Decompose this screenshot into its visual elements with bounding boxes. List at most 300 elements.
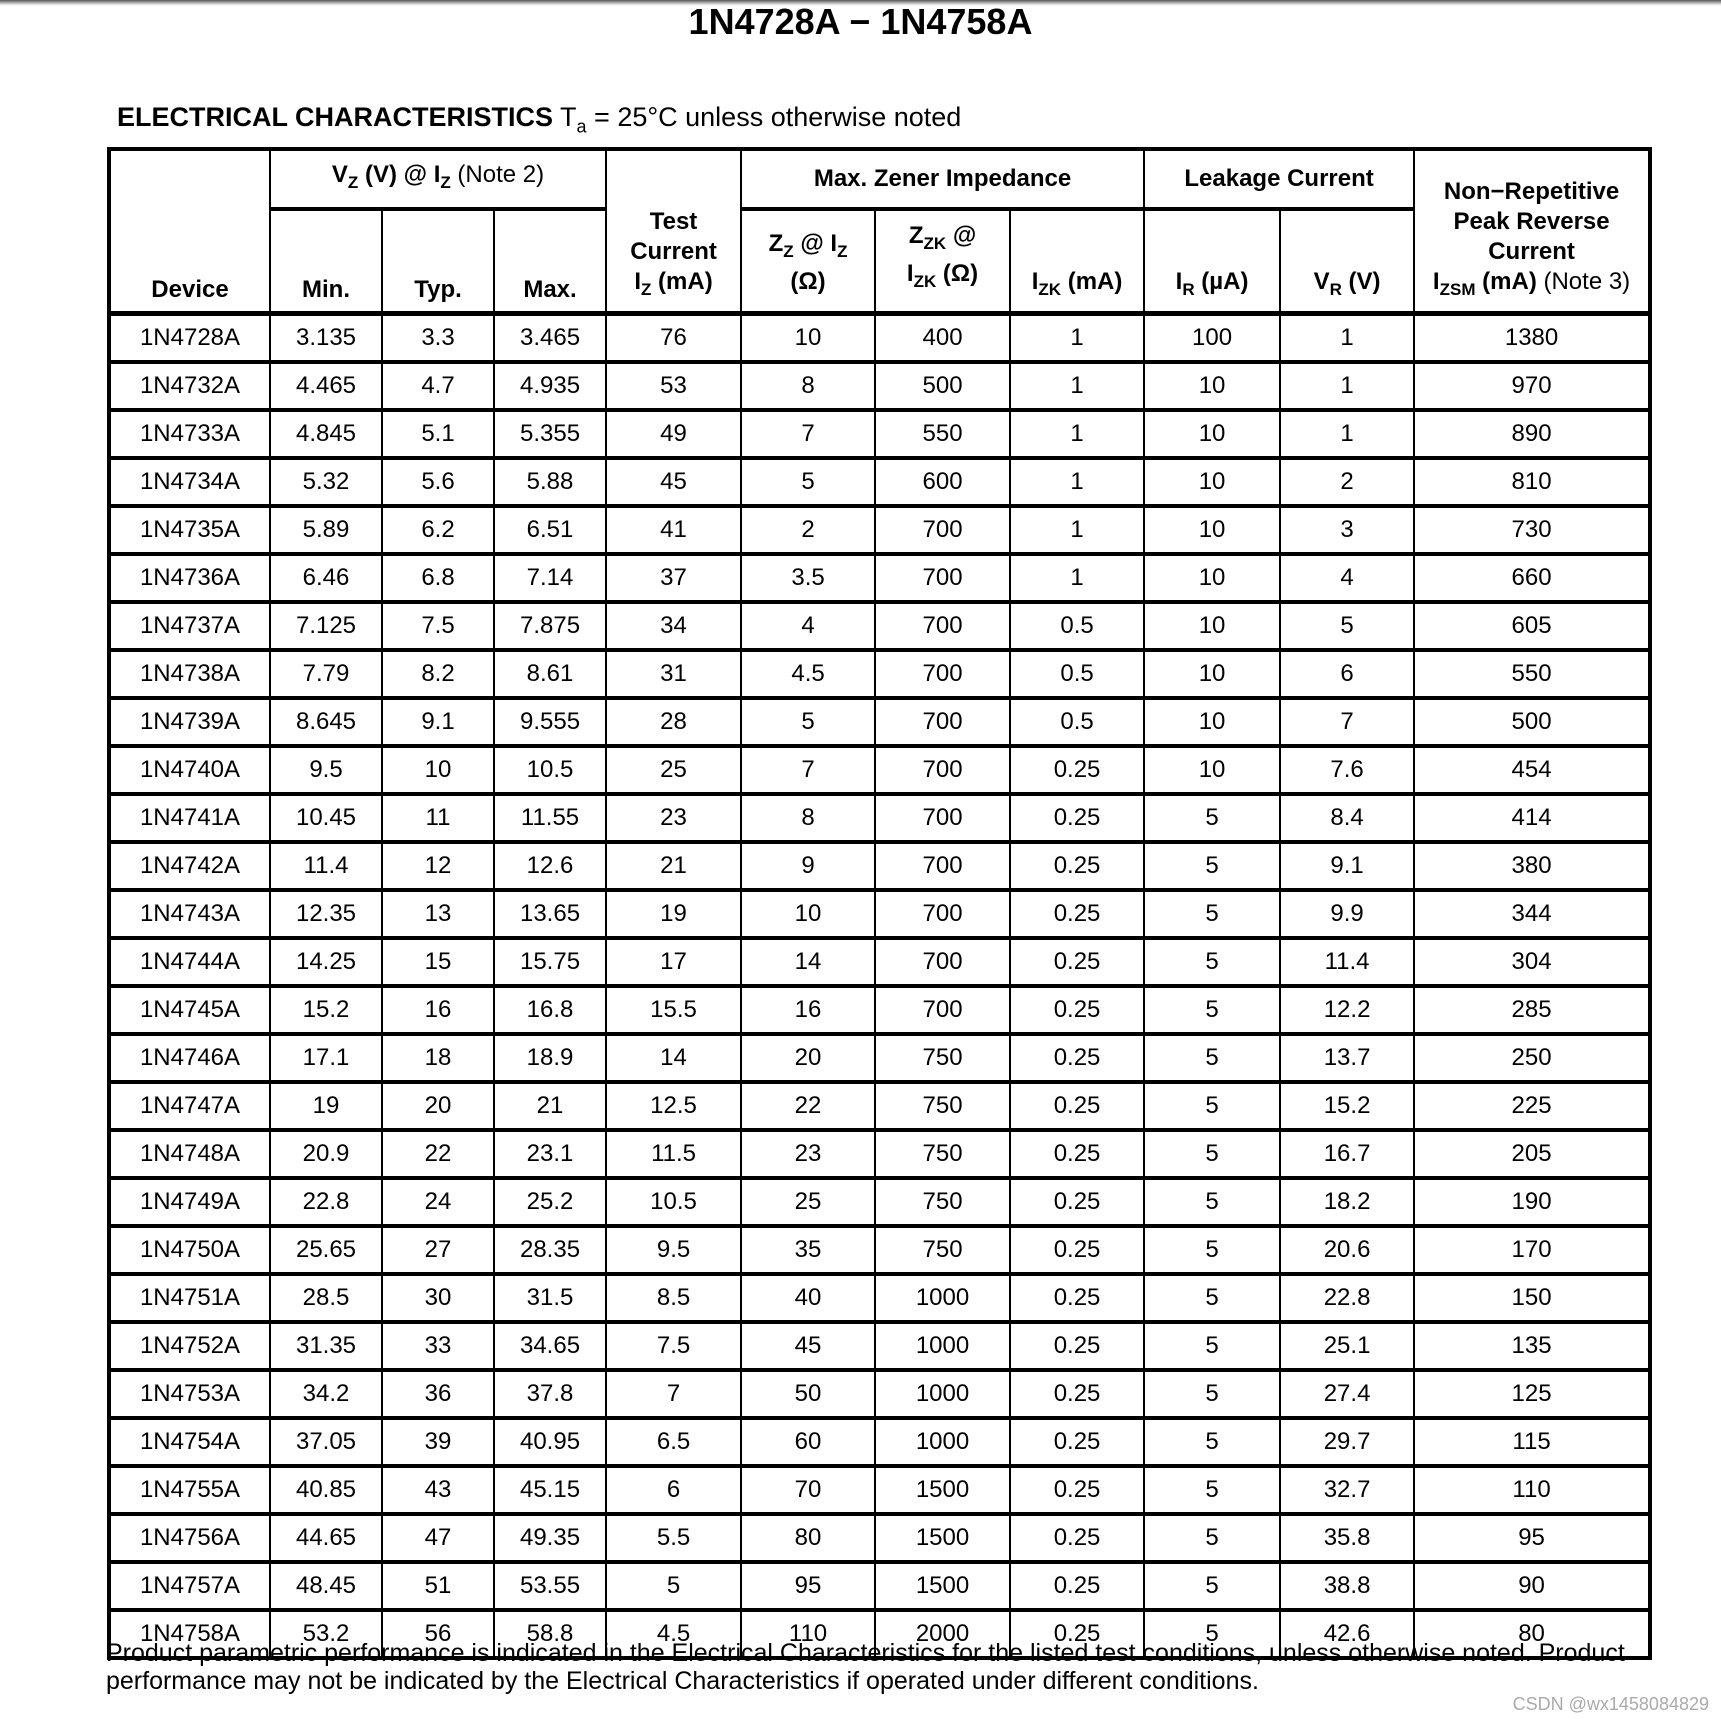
cell-zzk: 500 (875, 362, 1010, 410)
cell-zzk: 600 (875, 458, 1010, 506)
cell-device: 1N4755A (109, 1466, 270, 1514)
header-min: Min. (270, 209, 382, 314)
cell-max: 21 (494, 1082, 606, 1130)
table-row (109, 458, 1650, 506)
cell-min: 3.135 (270, 314, 382, 363)
cell-min: 12.35 (270, 890, 382, 938)
watermark: CSDN @wx1458084829 (1512, 1694, 1709, 1714)
section-heading (117, 102, 961, 137)
cell-min: 44.65 (270, 1514, 382, 1562)
header-zzk: $Z_{ZK}$ @ $I_{ZK}$ (Ω) (875, 209, 1010, 314)
cell-vr: 32.7 (1280, 1466, 1414, 1514)
cell-iz: 14 (606, 1034, 741, 1082)
cell-device: 1N4747A (109, 1082, 270, 1130)
cell-device: 1N4733A (109, 410, 270, 458)
cell-iz: 28 (606, 698, 741, 746)
cell-min: 17.1 (270, 1034, 382, 1082)
cell-izk: 0.25 (1010, 1370, 1144, 1418)
cell-min: 4.465 (270, 362, 382, 410)
cell-zz: 70 (741, 1466, 875, 1514)
cell-zzk: 1500 (875, 1562, 1010, 1610)
cell-izsm: 660 (1414, 554, 1650, 602)
cell-min: 7.125 (270, 602, 382, 650)
cell-zz: 4.5 (741, 650, 875, 698)
table-row (109, 842, 1650, 890)
cell-typ: 8.2 (382, 650, 494, 698)
cell-typ: 20 (382, 1082, 494, 1130)
cell-min: 5.32 (270, 458, 382, 506)
cell-typ: 4.7 (382, 362, 494, 410)
table-row (109, 1370, 1650, 1418)
cell-iz: 10.5 (606, 1178, 741, 1226)
cell-ir: 10 (1144, 602, 1280, 650)
cell-min: 10.45 (270, 794, 382, 842)
cell-ir: 5 (1144, 1322, 1280, 1370)
cell-vr: 4 (1280, 554, 1414, 602)
cell-vr: 6 (1280, 650, 1414, 698)
cell-max: 7.875 (494, 602, 606, 650)
cell-izk: 0.5 (1010, 650, 1144, 698)
cell-zzk: 1500 (875, 1466, 1010, 1514)
cell-typ: 10 (382, 746, 494, 794)
cell-vr: 42.6 (1280, 1610, 1414, 1658)
cell-ir: 5 (1144, 1610, 1280, 1658)
table-row (109, 410, 1650, 458)
cell-ir: 10 (1144, 746, 1280, 794)
cell-ir: 5 (1144, 938, 1280, 986)
cell-ir: 5 (1144, 794, 1280, 842)
cell-iz: 53 (606, 362, 741, 410)
cell-zz: 7 (741, 410, 875, 458)
cell-izsm: 250 (1414, 1034, 1650, 1082)
header-max: Max. (494, 209, 606, 314)
cell-typ: 3.3 (382, 314, 494, 363)
cell-izk: 0.25 (1010, 1514, 1144, 1562)
cell-max: 25.2 (494, 1178, 606, 1226)
cell-izsm: 730 (1414, 506, 1650, 554)
cell-typ: 47 (382, 1514, 494, 1562)
cell-typ: 33 (382, 1322, 494, 1370)
cell-zz: 10 (741, 890, 875, 938)
header-leakage-current-group: Leakage Current (1144, 149, 1414, 209)
cell-min: 15.2 (270, 986, 382, 1034)
cell-device: 1N4756A (109, 1514, 270, 1562)
cell-izsm: 970 (1414, 362, 1650, 410)
cell-device: 1N4740A (109, 746, 270, 794)
cell-izk: 0.25 (1010, 1274, 1144, 1322)
cell-izk: 0.25 (1010, 746, 1144, 794)
table-row (109, 1418, 1650, 1466)
cell-vr: 7.6 (1280, 746, 1414, 794)
cell-max: 34.65 (494, 1322, 606, 1370)
cell-device: 1N4752A (109, 1322, 270, 1370)
cell-ir: 100 (1144, 314, 1280, 363)
cell-typ: 16 (382, 986, 494, 1034)
cell-zz: 14 (741, 938, 875, 986)
header-ir: $I_R$ (µA) (1144, 209, 1280, 314)
cell-typ: 5.6 (382, 458, 494, 506)
cell-typ: 13 (382, 890, 494, 938)
cell-izk: 1 (1010, 410, 1144, 458)
cell-iz: 31 (606, 650, 741, 698)
cell-min: 11.4 (270, 842, 382, 890)
table-row (109, 506, 1650, 554)
cell-min: 20.9 (270, 1130, 382, 1178)
cell-device: 1N4751A (109, 1274, 270, 1322)
cell-izsm: 225 (1414, 1082, 1650, 1130)
heading-condition: = 25°C unless otherwise noted (586, 102, 962, 132)
cell-zz: 5 (741, 698, 875, 746)
cell-vr: 22.8 (1280, 1274, 1414, 1322)
cell-zzk: 700 (875, 746, 1010, 794)
cell-zz: 2 (741, 506, 875, 554)
cell-iz: 17 (606, 938, 741, 986)
cell-zzk: 1000 (875, 1370, 1010, 1418)
cell-iz: 5 (606, 1562, 741, 1610)
cell-izsm: 80 (1414, 1610, 1650, 1658)
cell-ir: 10 (1144, 506, 1280, 554)
table-row (109, 746, 1650, 794)
cell-device: 1N4746A (109, 1034, 270, 1082)
cell-max: 8.61 (494, 650, 606, 698)
cell-device: 1N4754A (109, 1418, 270, 1466)
cell-zz: 20 (741, 1034, 875, 1082)
cell-max: 45.15 (494, 1466, 606, 1514)
cell-device: 1N4757A (109, 1562, 270, 1610)
cell-min: 25.65 (270, 1226, 382, 1274)
cell-zz: 3.5 (741, 554, 875, 602)
cell-min: 8.645 (270, 698, 382, 746)
cell-device: 1N4737A (109, 602, 270, 650)
cell-device: 1N4732A (109, 362, 270, 410)
header-zener-impedance-group: Max. Zener Impedance (741, 149, 1144, 209)
cell-device: 1N4743A (109, 890, 270, 938)
cell-typ: 22 (382, 1130, 494, 1178)
cell-vr: 7 (1280, 698, 1414, 746)
cell-ir: 10 (1144, 458, 1280, 506)
table-row (109, 698, 1650, 746)
header-vr: $V_R$ (V) (1280, 209, 1414, 314)
cell-vr: 3 (1280, 506, 1414, 554)
cell-typ: 39 (382, 1418, 494, 1466)
cell-izk: 1 (1010, 314, 1144, 363)
cell-min: 7.79 (270, 650, 382, 698)
cell-izk: 0.5 (1010, 602, 1144, 650)
cell-device: 1N4753A (109, 1370, 270, 1418)
table-row (109, 794, 1650, 842)
cell-min: 9.5 (270, 746, 382, 794)
cell-iz: 8.5 (606, 1274, 741, 1322)
table-row (109, 1178, 1650, 1226)
cell-izsm: 890 (1414, 410, 1650, 458)
table-row (109, 602, 1650, 650)
cell-zz: 45 (741, 1322, 875, 1370)
cell-min: 28.5 (270, 1274, 382, 1322)
cell-zz: 35 (741, 1226, 875, 1274)
cell-vr: 2 (1280, 458, 1414, 506)
cell-zzk: 700 (875, 602, 1010, 650)
cell-device: 1N4738A (109, 650, 270, 698)
cell-izk: 1 (1010, 554, 1144, 602)
cell-ir: 5 (1144, 986, 1280, 1034)
cell-max: 28.35 (494, 1226, 606, 1274)
cell-zz: 8 (741, 794, 875, 842)
cell-zz: 9 (741, 842, 875, 890)
cell-device: 1N4739A (109, 698, 270, 746)
cell-zz: 40 (741, 1274, 875, 1322)
table-body (109, 314, 1650, 1659)
cell-ir: 5 (1144, 1082, 1280, 1130)
cell-zzk: 700 (875, 986, 1010, 1034)
cell-vr: 5 (1280, 602, 1414, 650)
cell-izsm: 285 (1414, 986, 1650, 1034)
cell-vr: 12.2 (1280, 986, 1414, 1034)
cell-ir: 10 (1144, 554, 1280, 602)
cell-ir: 5 (1144, 1562, 1280, 1610)
cell-zz: 8 (741, 362, 875, 410)
cell-izsm: 344 (1414, 890, 1650, 938)
cell-zz: 60 (741, 1418, 875, 1466)
cell-iz: 23 (606, 794, 741, 842)
cell-zz: 4 (741, 602, 875, 650)
cell-zzk: 550 (875, 410, 1010, 458)
cell-device: 1N4745A (109, 986, 270, 1034)
cell-device: 1N4749A (109, 1178, 270, 1226)
cell-izsm: 115 (1414, 1418, 1650, 1466)
cell-vr: 9.9 (1280, 890, 1414, 938)
table-row (109, 314, 1650, 363)
header-zz: $Z_Z$ @ $I_Z$ (Ω) (741, 209, 875, 314)
cell-zzk: 1000 (875, 1274, 1010, 1322)
cell-vr: 35.8 (1280, 1514, 1414, 1562)
table-row (109, 1130, 1650, 1178)
cell-min: 5.89 (270, 506, 382, 554)
cell-min: 34.2 (270, 1370, 382, 1418)
cell-min: 48.45 (270, 1562, 382, 1610)
electrical-characteristics-table (107, 147, 1652, 1660)
cell-zzk: 750 (875, 1178, 1010, 1226)
cell-iz: 21 (606, 842, 741, 890)
cell-izk: 0.25 (1010, 1226, 1144, 1274)
cell-max: 37.8 (494, 1370, 606, 1418)
cell-typ: 7.5 (382, 602, 494, 650)
cell-vr: 16.7 (1280, 1130, 1414, 1178)
table-row (109, 650, 1650, 698)
cell-iz: 9.5 (606, 1226, 741, 1274)
cell-max: 3.465 (494, 314, 606, 363)
cell-typ: 6.8 (382, 554, 494, 602)
cell-max: 31.5 (494, 1274, 606, 1322)
cell-ir: 5 (1144, 1226, 1280, 1274)
table-row (109, 1514, 1650, 1562)
cell-iz: 19 (606, 890, 741, 938)
cell-zzk: 1000 (875, 1322, 1010, 1370)
cell-izk: 0.25 (1010, 938, 1144, 986)
cell-zz: 22 (741, 1082, 875, 1130)
cell-izsm: 110 (1414, 1466, 1650, 1514)
cell-typ: 56 (382, 1610, 494, 1658)
cell-max: 18.9 (494, 1034, 606, 1082)
cell-iz: 45 (606, 458, 741, 506)
cell-izsm: 90 (1414, 1562, 1650, 1610)
cell-vr: 15.2 (1280, 1082, 1414, 1130)
table-row (109, 1082, 1650, 1130)
cell-vr: 9.1 (1280, 842, 1414, 890)
cell-izsm: 550 (1414, 650, 1650, 698)
cell-ir: 5 (1144, 1514, 1280, 1562)
cell-max: 23.1 (494, 1130, 606, 1178)
cell-vr: 13.7 (1280, 1034, 1414, 1082)
cell-izk: 0.25 (1010, 1610, 1144, 1658)
cell-vr: 18.2 (1280, 1178, 1414, 1226)
cell-ir: 10 (1144, 362, 1280, 410)
cell-zz: 5 (741, 458, 875, 506)
cell-device: 1N4741A (109, 794, 270, 842)
cell-izsm: 95 (1414, 1514, 1650, 1562)
ta-label: T (560, 102, 577, 132)
cell-vr: 25.1 (1280, 1322, 1414, 1370)
cell-ir: 5 (1144, 1130, 1280, 1178)
cell-zz: 7 (741, 746, 875, 794)
heading-bold: ELECTRICAL CHARACTERISTICS (117, 102, 554, 132)
cell-vr: 1 (1280, 314, 1414, 363)
cell-min: 37.05 (270, 1418, 382, 1466)
ta-sub: a (576, 116, 587, 137)
cell-max: 11.55 (494, 794, 606, 842)
header-izsm: Non−Repetitive Peak Reverse Current $I_{ZSM}$ (mA) (Note 3) (1414, 149, 1650, 314)
table-row (109, 1466, 1650, 1514)
cell-device: 1N4758A (109, 1610, 270, 1658)
cell-izk: 1 (1010, 458, 1144, 506)
cell-iz: 12.5 (606, 1082, 741, 1130)
cell-ir: 5 (1144, 1178, 1280, 1226)
cell-izk: 0.25 (1010, 890, 1144, 938)
cell-max: 58.8 (494, 1610, 606, 1658)
cell-typ: 36 (382, 1370, 494, 1418)
cell-zz: 10 (741, 314, 875, 363)
cell-izk: 1 (1010, 506, 1144, 554)
cell-typ: 12 (382, 842, 494, 890)
cell-izsm: 150 (1414, 1274, 1650, 1322)
cell-max: 53.55 (494, 1562, 606, 1610)
cell-izk: 0.25 (1010, 986, 1144, 1034)
cell-typ: 24 (382, 1178, 494, 1226)
cell-min: 53.2 (270, 1610, 382, 1658)
cell-typ: 27 (382, 1226, 494, 1274)
cell-izsm: 454 (1414, 746, 1650, 794)
cell-max: 15.75 (494, 938, 606, 986)
cell-max: 10.5 (494, 746, 606, 794)
cell-device: 1N4734A (109, 458, 270, 506)
cell-zz: 110 (741, 1610, 875, 1658)
cell-iz: 6 (606, 1466, 741, 1514)
cell-typ: 9.1 (382, 698, 494, 746)
cell-izk: 0.25 (1010, 1178, 1144, 1226)
cell-max: 9.555 (494, 698, 606, 746)
header-izk: $I_{ZK}$ (mA) (1010, 209, 1144, 314)
cell-izsm: 190 (1414, 1178, 1650, 1226)
cell-max: 5.88 (494, 458, 606, 506)
cell-vr: 8.4 (1280, 794, 1414, 842)
cell-max: 4.935 (494, 362, 606, 410)
cell-zzk: 700 (875, 938, 1010, 986)
cell-iz: 25 (606, 746, 741, 794)
cell-device: 1N4735A (109, 506, 270, 554)
cell-zz: 50 (741, 1370, 875, 1418)
cell-iz: 15.5 (606, 986, 741, 1034)
cell-max: 5.355 (494, 410, 606, 458)
cell-zzk: 700 (875, 794, 1010, 842)
cell-zz: 25 (741, 1178, 875, 1226)
cell-ir: 5 (1144, 1274, 1280, 1322)
cell-ir: 5 (1144, 842, 1280, 890)
cell-typ: 30 (382, 1274, 494, 1322)
cell-typ: 5.1 (382, 410, 494, 458)
cell-min: 22.8 (270, 1178, 382, 1226)
cell-ir: 5 (1144, 890, 1280, 938)
cell-izsm: 810 (1414, 458, 1650, 506)
cell-izk: 0.25 (1010, 1034, 1144, 1082)
cell-min: 14.25 (270, 938, 382, 986)
cell-min: 19 (270, 1082, 382, 1130)
cell-zzk: 700 (875, 842, 1010, 890)
cell-izk: 0.5 (1010, 698, 1144, 746)
cell-iz: 76 (606, 314, 741, 363)
cell-izsm: 170 (1414, 1226, 1650, 1274)
cell-ir: 5 (1144, 1370, 1280, 1418)
cell-iz: 5.5 (606, 1514, 741, 1562)
cell-izsm: 414 (1414, 794, 1650, 842)
cell-izk: 0.25 (1010, 794, 1144, 842)
cell-izsm: 125 (1414, 1370, 1650, 1418)
cell-min: 40.85 (270, 1466, 382, 1514)
cell-min: 4.845 (270, 410, 382, 458)
cell-zzk: 750 (875, 1034, 1010, 1082)
cell-zzk: 700 (875, 506, 1010, 554)
table-row (109, 938, 1650, 986)
header-vz-group: $V_Z$ (V) @ $I_Z$ (Note 2) (270, 149, 606, 209)
cell-izsm: 304 (1414, 938, 1650, 986)
cell-iz: 41 (606, 506, 741, 554)
cell-zz: 23 (741, 1130, 875, 1178)
cell-typ: 15 (382, 938, 494, 986)
cell-izk: 0.25 (1010, 1322, 1144, 1370)
cell-iz: 6.5 (606, 1418, 741, 1466)
table-row (109, 890, 1650, 938)
cell-typ: 6.2 (382, 506, 494, 554)
cell-izk: 0.25 (1010, 842, 1144, 890)
cell-zz: 95 (741, 1562, 875, 1610)
cell-zzk: 1500 (875, 1514, 1010, 1562)
cell-min: 31.35 (270, 1322, 382, 1370)
cell-izsm: 605 (1414, 602, 1650, 650)
cell-vr: 20.6 (1280, 1226, 1414, 1274)
header-test-current: Test Current $I_Z$ (mA) (606, 149, 741, 314)
cell-ir: 10 (1144, 410, 1280, 458)
cell-iz: 4.5 (606, 1610, 741, 1658)
cell-typ: 43 (382, 1466, 494, 1514)
cell-ir: 10 (1144, 650, 1280, 698)
cell-max: 49.35 (494, 1514, 606, 1562)
cell-ir: 5 (1144, 1466, 1280, 1514)
table-row (109, 554, 1650, 602)
cell-iz: 37 (606, 554, 741, 602)
cell-izsm: 500 (1414, 698, 1650, 746)
cell-zzk: 700 (875, 890, 1010, 938)
cell-iz: 7.5 (606, 1322, 741, 1370)
cell-zzk: 700 (875, 650, 1010, 698)
table-row (109, 1322, 1650, 1370)
